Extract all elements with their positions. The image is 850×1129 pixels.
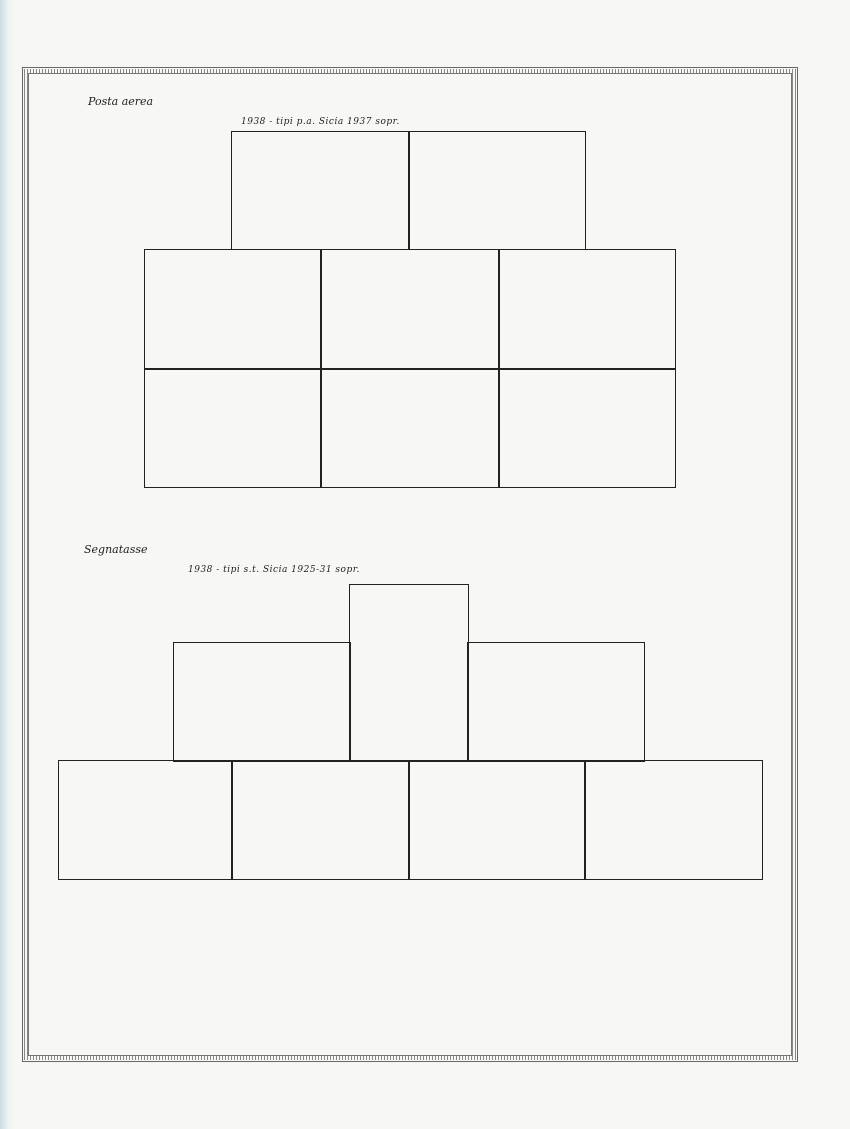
postage-due-title: Segnatasse xyxy=(84,543,148,556)
stamp-slot xyxy=(231,131,410,250)
stamp-slot xyxy=(320,249,500,370)
page-edge xyxy=(0,0,14,1129)
stamp-slot xyxy=(320,368,500,488)
stamp-slot xyxy=(408,760,586,880)
stamp-slot xyxy=(144,368,322,488)
stamp-slot xyxy=(231,760,410,880)
stamp-slot xyxy=(349,584,469,762)
stamp-slot xyxy=(467,642,645,762)
stamp-slot xyxy=(498,368,676,488)
stamp-slot xyxy=(173,642,351,762)
postage-due-caption: 1938 - tipi s.t. Sicia 1925-31 sopr. xyxy=(188,565,360,575)
airmail-caption: 1938 - tipi p.a. Sicia 1937 sopr. xyxy=(241,117,400,127)
stamp-slot xyxy=(58,760,233,880)
airmail-title: Posta aerea xyxy=(88,95,154,108)
stamp-slot xyxy=(498,249,676,370)
stamp-slot xyxy=(144,249,322,370)
stamp-slot xyxy=(584,760,763,880)
stamp-slot xyxy=(408,131,586,250)
